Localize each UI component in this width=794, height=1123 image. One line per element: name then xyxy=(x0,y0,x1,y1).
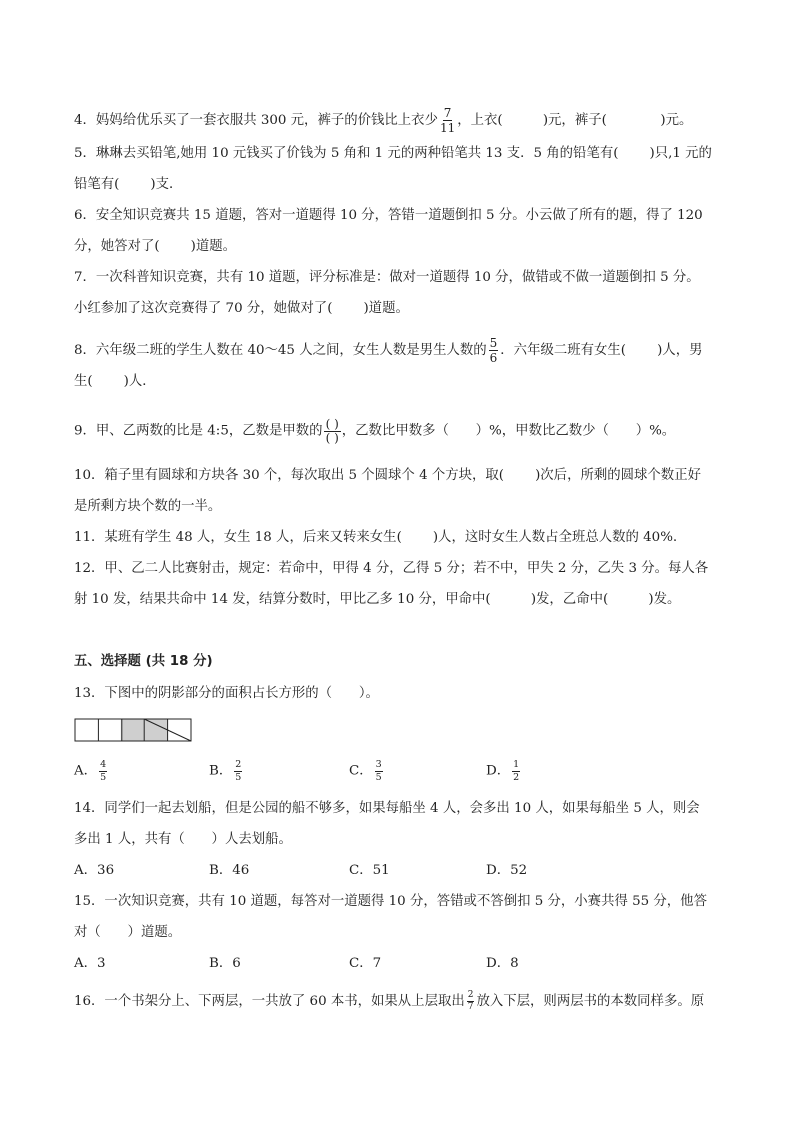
question-12-line-1: 12．甲、乙二人比赛射击，规定：若命中，甲得 4 分，乙得 5 分；若不中，甲失 2 分，乙失 3 分。每人各 xyxy=(74,561,709,576)
question-16 xyxy=(74,991,704,1012)
q13-option-c-label: C． xyxy=(349,763,373,779)
question-15-line-1: 15．一次知识竞赛，共有 10 道题，每答对一道题得 10 分，答错或不答倒扣 5 分，小赛共得 55 分，他答 xyxy=(74,894,707,909)
q8-text-a: 8．六年级二班的学生人数在 40～45 人之间，女生人数是男生人数的 xyxy=(74,343,487,358)
question-4 xyxy=(74,107,692,134)
question-7-line-1: 7．一次科普知识竞赛，共有 10 道题，评分标准是：做对一道题得 10 分，做错或不做一道题倒扣 5 分。 xyxy=(74,270,700,285)
question-15-line-2: 对（ ）道题。 xyxy=(74,925,182,940)
q13-option-c[interactable] xyxy=(349,760,385,782)
q13-c-denominator: 5 xyxy=(375,771,382,783)
question-12-line-2: 射 10 发，结果共命中 14 发，结算分数时，甲比乙多 10 分，甲命中( )发，乙命中( )发。 xyxy=(74,592,681,607)
question-10-line-2: 是所剩方块个数的一半。 xyxy=(74,499,222,514)
q13-option-d-fraction xyxy=(512,760,520,782)
question-8-line-1 xyxy=(74,337,702,364)
q13-option-a[interactable] xyxy=(74,760,109,782)
q14-option-c[interactable]: C．51 xyxy=(349,863,390,878)
q4-frac-numerator: 7 xyxy=(443,106,452,120)
question-5-line-1: 5．琳琳去买铅笔,她用 10 元钱买了价钱为 5 角和 1 元的两种铅笔共 13 支．5 角的铅笔有( )只,1 元的 xyxy=(74,146,712,161)
question-13: 13．下图中的阴影部分的面积占长方形的（ ）。 xyxy=(74,686,379,701)
q8-fraction xyxy=(489,337,499,364)
q13-option-b-fraction xyxy=(234,760,242,782)
q13-option-d-label: D． xyxy=(486,763,511,779)
q13-d-denominator: 2 xyxy=(513,771,520,783)
q4-text-a: 4．妈妈给优乐买了一套衣服共 300 元，裤子的价钱比上衣少 xyxy=(74,113,438,128)
q9-fraction-blank xyxy=(324,418,341,444)
q16-frac-numerator: 2 xyxy=(467,990,474,1000)
q15-option-c[interactable]: C．7 xyxy=(349,956,382,971)
q14-option-d[interactable]: D．52 xyxy=(486,863,528,878)
q4-frac-denominator: 11 xyxy=(439,121,456,135)
q4-fraction xyxy=(440,107,455,134)
q8-text-b: ．六年级二班有女生( )人，男 xyxy=(500,343,703,358)
question-14-line-2: 多出 1 人，共有（ ）人去划船。 xyxy=(74,832,292,847)
q8-frac-numerator: 5 xyxy=(489,336,498,350)
q9-text-b: ，乙数比甲数多（ ）%，甲数比乙数少（ ）%。 xyxy=(341,423,676,439)
question-8-line-2: 生( )人． xyxy=(74,374,156,389)
q16-fraction xyxy=(467,991,475,1012)
question-5-line-2: 铅笔有( )支． xyxy=(74,177,183,192)
rectangle-figure xyxy=(74,718,192,742)
q16-text-a: 16．一个书架分上、下两层，一共放了 60 本书，如果从上层取出 xyxy=(74,994,465,1009)
q13-option-a-fraction xyxy=(99,760,107,782)
q15-option-a[interactable]: A．3 xyxy=(74,956,106,971)
q13-option-d[interactable] xyxy=(486,760,522,782)
q9-frac-denominator: ( ) xyxy=(325,431,339,445)
q4-text-b: ，上衣( )元，裤子( )元。 xyxy=(457,113,693,128)
q14-option-a[interactable]: A．36 xyxy=(74,863,115,878)
q15-option-b[interactable]: B．6 xyxy=(209,956,241,971)
q13-d-numerator: 1 xyxy=(513,759,520,770)
q9-frac-numerator: ( ) xyxy=(325,417,339,431)
question-10-line-1: 10．箱子里有圆球和方块各 30 个，每次取出 5 个圆球个 4 个方块，取( )次后，所剩的圆球个数正好 xyxy=(74,468,701,483)
shaded-square xyxy=(121,719,144,741)
question-11: 11．某班有学生 48 人，女生 18 人，后来又转来女生( )人，这时女生人数占全班总人数的 40%. xyxy=(74,530,678,545)
q13-option-b[interactable] xyxy=(209,760,244,782)
q13-option-a-label: A． xyxy=(74,763,98,779)
q15-option-d[interactable]: D．8 xyxy=(486,956,519,971)
q13-a-numerator: 4 xyxy=(100,759,107,770)
q13-option-c-fraction xyxy=(375,760,383,782)
q16-text-b: 放入下层，则两层书的本数同样多。原 xyxy=(476,994,705,1009)
q13-b-denominator: 5 xyxy=(235,771,242,783)
q13-c-numerator: 3 xyxy=(375,759,382,770)
q9-text-a: 9．甲、乙两数的比是 4:5，乙数是甲数的 xyxy=(74,423,323,439)
q13-option-b-label: B． xyxy=(209,763,233,779)
q16-frac-denominator: 7 xyxy=(467,1002,474,1012)
question-6-line-1: 6．安全知识竞赛共 15 道题，答对一道题得 10 分，答错一道题倒扣 5 分。小云做了所有的题，得了 120 xyxy=(74,208,703,223)
q8-frac-denominator: 6 xyxy=(489,351,498,365)
q13-a-denominator: 5 xyxy=(100,771,107,783)
q14-option-b[interactable]: B．46 xyxy=(209,863,250,878)
question-7-line-2: 小红参加了这次竞赛得了 70 分，她做对了( )道题。 xyxy=(74,301,409,316)
question-9 xyxy=(74,418,675,444)
question-14-line-1: 14．同学们一起去划船，但是公园的船不够多，如果每船坐 4 人，会多出 10 人，如果每船坐 5 人，则会 xyxy=(74,801,700,816)
section-5-heading: 五、选择题 (共 18 分) xyxy=(74,654,213,669)
question-6-line-2: 分，她答对了( )道题。 xyxy=(74,239,237,254)
q13-b-numerator: 2 xyxy=(235,759,242,770)
